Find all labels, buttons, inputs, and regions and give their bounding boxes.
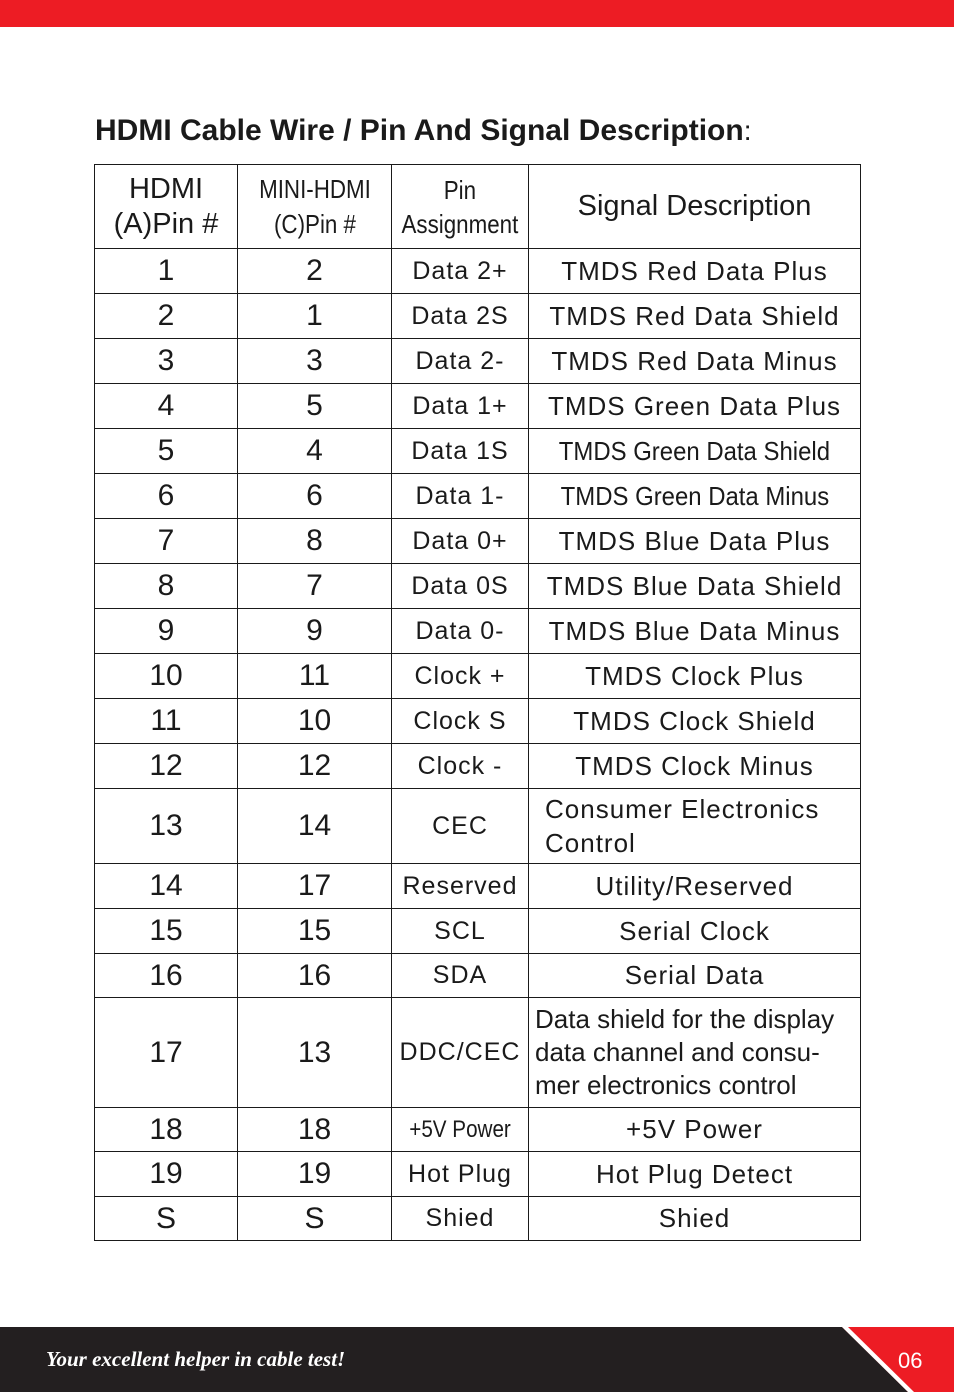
table-row [95, 339, 861, 384]
page-number: 06 [898, 1348, 923, 1373]
hdmi-pin-cell: 8 [95, 564, 238, 609]
pin-assignment-cell: Shied [392, 1197, 529, 1241]
pin-assignment-cell: Clock S [392, 699, 529, 744]
table-row [95, 654, 861, 699]
hdmi-pin-cell: 16 [95, 954, 238, 998]
signal-description-cell: Serial Clock [529, 909, 861, 954]
signal-description-cell [529, 474, 861, 519]
pin-assignment-cell: Data 1S [392, 429, 529, 474]
hdmi-pin-cell: S [95, 1197, 238, 1241]
table-row [95, 429, 861, 474]
table-row [95, 564, 861, 609]
pin-assignment-cell: Data 1- [392, 474, 529, 519]
header-mini-hdmi-pin [238, 165, 392, 249]
signal-description-cell: Data shield for the display data channel and consu-mer electronics control [529, 998, 861, 1108]
signal-description-cell: TMDS Red Data Minus [529, 339, 861, 384]
pin-assignment-cell: Data 1+ [392, 384, 529, 429]
header-hdmi-pin [95, 165, 238, 249]
signal-description-cell: TMDS Green Data Plus [529, 384, 861, 429]
hdmi-pin-cell: 2 [95, 294, 238, 339]
pin-assignment-cell: DDC/CEC [392, 998, 529, 1108]
mini-pin-cell: 1 [238, 294, 392, 339]
signal-description-cell: TMDS Blue Data Minus [529, 609, 861, 654]
mini-pin-cell: 6 [238, 474, 392, 519]
hdmi-pin-cell: 6 [95, 474, 238, 519]
pin-assignment-cell: Data 2- [392, 339, 529, 384]
table-row [95, 954, 861, 998]
mini-pin-cell: 4 [238, 429, 392, 474]
header-pin-assignment-text: Pin Assignment [401, 174, 519, 239]
header-signal-description: Signal Description [529, 165, 861, 249]
table-row [95, 384, 861, 429]
pin-assignment-cell: Clock + [392, 654, 529, 699]
hdmi-pin-cell: 14 [95, 864, 238, 909]
table-row [95, 909, 861, 954]
pin-assignment-cell: SCL [392, 909, 529, 954]
pin-assignment-cell: Clock - [392, 744, 529, 789]
signal-description-cell: TMDS Blue Data Shield [529, 564, 861, 609]
mini-pin-cell: 14 [238, 789, 392, 864]
header-mini-hdmi-pin-text: MINI-HDMI (C)Pin # [258, 173, 371, 239]
hdmi-pin-cell: 9 [95, 609, 238, 654]
table-row [95, 789, 861, 864]
signal-description-cell: Utility/Reserved [529, 864, 861, 909]
table-row [95, 699, 861, 744]
hdmi-pin-cell: 7 [95, 519, 238, 564]
table-row [95, 998, 861, 1108]
signal-description-cell [529, 429, 861, 474]
mini-pin-cell: 13 [238, 998, 392, 1108]
signal-description-text: TMDS Green Data Shield [558, 435, 831, 466]
signal-description-cell: TMDS Blue Data Plus [529, 519, 861, 564]
table-row [95, 1108, 861, 1152]
hdmi-pin-cell: 12 [95, 744, 238, 789]
mini-pin-cell: 2 [238, 249, 392, 294]
pin-assignment-cell: Data 0- [392, 609, 529, 654]
signal-description-cell: Hot Plug Detect [529, 1152, 861, 1197]
mini-pin-cell: 8 [238, 519, 392, 564]
table-row [95, 1197, 861, 1241]
table-header-row [95, 165, 861, 249]
signal-description-cell: TMDS Clock Plus [529, 654, 861, 699]
pin-assignment-cell: CEC [392, 789, 529, 864]
table-row [95, 1152, 861, 1197]
mini-pin-cell: 15 [238, 909, 392, 954]
mini-pin-cell: 9 [238, 609, 392, 654]
hdmi-pin-cell: 4 [95, 384, 238, 429]
hdmi-pin-cell: 13 [95, 789, 238, 864]
pin-assignment-cell: Hot Plug [392, 1152, 529, 1197]
table-row [95, 519, 861, 564]
hdmi-pin-cell: 11 [95, 699, 238, 744]
hdmi-pin-cell: 1 [95, 249, 238, 294]
mini-pin-cell: 16 [238, 954, 392, 998]
hdmi-pin-cell: 18 [95, 1108, 238, 1152]
signal-description-cell: Serial Data [529, 954, 861, 998]
table-row [95, 609, 861, 654]
pin-assignment-cell: Data 0S [392, 564, 529, 609]
page-title-suffix: : [743, 115, 752, 146]
mini-pin-cell: 12 [238, 744, 392, 789]
page-title-text: HDMI Cable Wire / Pin And Signal Description [95, 114, 744, 147]
signal-description-cell: Shied [529, 1197, 861, 1241]
table-row [95, 294, 861, 339]
hdmi-pin-cell: 10 [95, 654, 238, 699]
signal-description-cell: TMDS Clock Shield [529, 699, 861, 744]
page-title [95, 114, 751, 148]
table-row [95, 474, 861, 519]
table-row [95, 864, 861, 909]
table-row [95, 744, 861, 789]
mini-pin-cell: 7 [238, 564, 392, 609]
hdmi-pin-cell: 17 [95, 998, 238, 1108]
pin-assignment-text: +5V Power [409, 1115, 511, 1143]
pin-assignment-cell: Data 2+ [392, 249, 529, 294]
signal-description-cell: TMDS Red Data Plus [529, 249, 861, 294]
header-pin-assignment [392, 165, 529, 249]
pin-assignment-cell: SDA [392, 954, 529, 998]
footer-tagline: Your excellent helper in cable test! [46, 1347, 346, 1371]
hdmi-pin-cell: 3 [95, 339, 238, 384]
mini-pin-cell: 3 [238, 339, 392, 384]
signal-description-cell: Consumer Electronics Control [529, 789, 861, 864]
mini-pin-cell: 5 [238, 384, 392, 429]
mini-pin-cell: 18 [238, 1108, 392, 1152]
signal-description-text: TMDS Green Data Minus [560, 480, 829, 511]
signal-description-cell: +5V Power [529, 1108, 861, 1152]
signal-description-cell: TMDS Clock Minus [529, 744, 861, 789]
table-row [95, 249, 861, 294]
hdmi-pin-cell: 5 [95, 429, 238, 474]
mini-pin-cell: 19 [238, 1152, 392, 1197]
hdmi-pin-cell: 15 [95, 909, 238, 954]
pin-assignment-cell: Data 2S [392, 294, 529, 339]
mini-pin-cell: S [238, 1197, 392, 1241]
mini-pin-cell: 11 [238, 654, 392, 699]
signal-description-cell: TMDS Red Data Shield [529, 294, 861, 339]
mini-pin-cell: 10 [238, 699, 392, 744]
pin-signal-table [94, 164, 861, 1241]
mini-pin-cell: 17 [238, 864, 392, 909]
hdmi-pin-cell: 19 [95, 1152, 238, 1197]
header-hdmi-pin-text: HDMI (A)Pin # [113, 172, 219, 240]
pin-assignment-cell: Reserved [392, 864, 529, 909]
pin-assignment-cell [392, 1108, 529, 1152]
top-accent-bar [0, 0, 954, 27]
pin-assignment-cell: Data 0+ [392, 519, 529, 564]
